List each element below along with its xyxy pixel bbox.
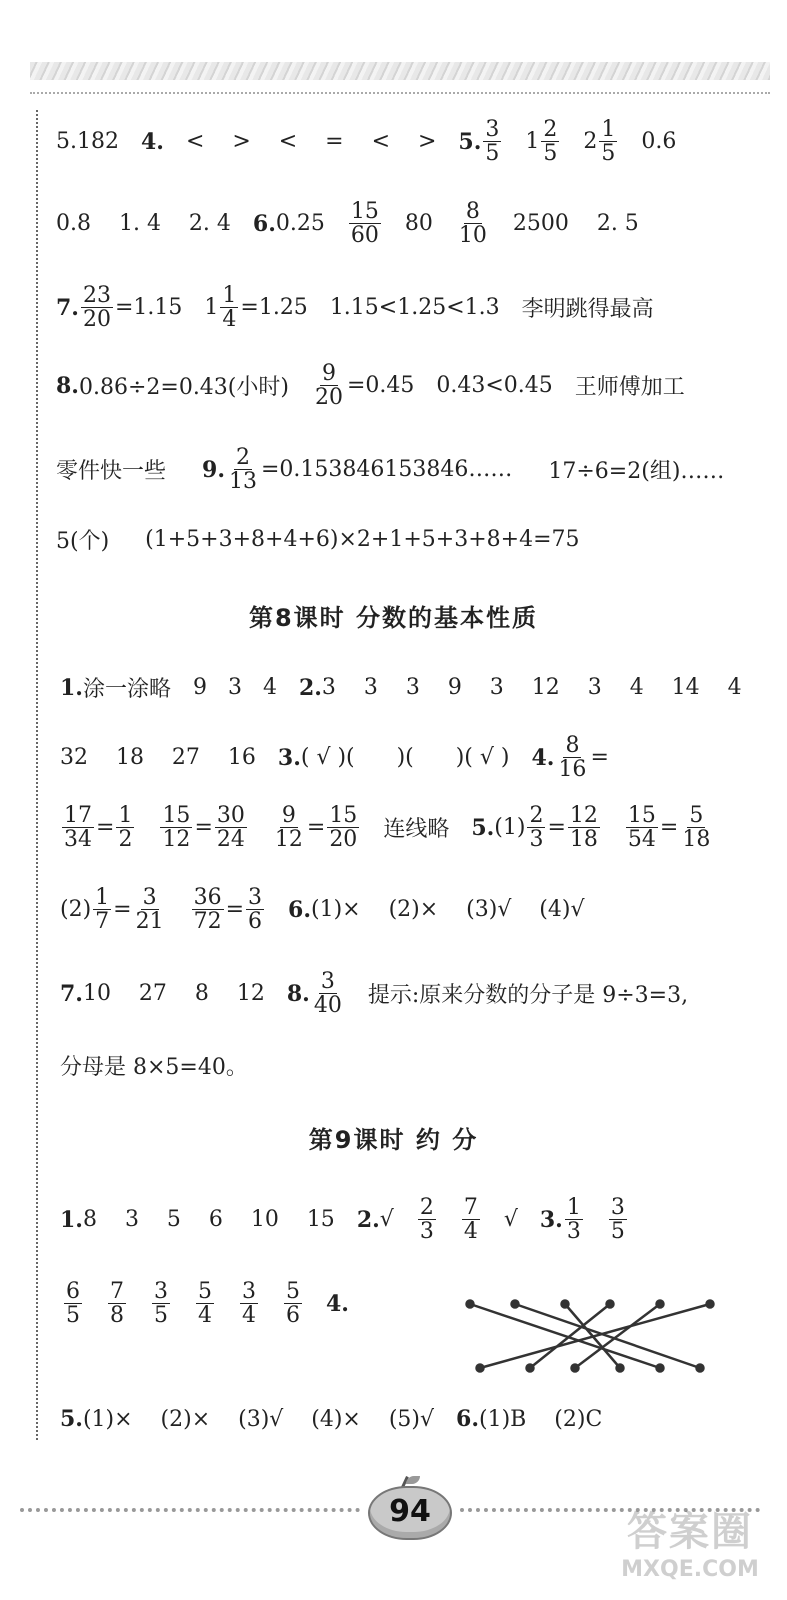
sub-question-number: (1) — [494, 815, 526, 841]
fraction: $\frac{15}{60}$ — [350, 199, 379, 249]
question-number: 3. — [539, 1206, 563, 1233]
answer-text: (1)× (2)× (3)√ (4)√ — [311, 897, 585, 923]
question-number: 6. — [252, 210, 276, 237]
fraction: $\frac{15}{12}$ — [162, 803, 191, 853]
answer-text: 8 3 5 6 10 15 — [82, 1207, 335, 1233]
fraction: $\frac{5}{4}$ — [198, 1279, 212, 1329]
answer-line — [56, 118, 676, 165]
fraction: $\frac{2}{3}$ — [529, 803, 544, 853]
check-mark: √ — [503, 1207, 518, 1233]
answer-text: 王师傅加工 — [574, 375, 685, 401]
left-margin-rule — [36, 110, 38, 1440]
mixed-whole: 2 — [583, 129, 598, 155]
fraction: $\frac{5}{6}$ — [286, 1279, 300, 1329]
answer-line — [60, 734, 609, 781]
top-decorative-band — [30, 62, 770, 80]
answer-line — [60, 672, 742, 703]
fraction: $\frac{2}{3}$ — [419, 1195, 434, 1245]
watermark-logo: 答案圈 MXQE.COM — [621, 1509, 759, 1582]
equals-sign: = — [590, 745, 609, 771]
answer-text: 3 3 3 9 3 12 3 4 14 4 — [321, 675, 742, 700]
fraction: $\frac{15}{20}$ — [329, 803, 358, 853]
matching-diagram — [460, 1296, 730, 1376]
page-number: 94 — [389, 1494, 431, 1529]
fraction: $\frac{1}{3}$ — [566, 1195, 581, 1245]
answer-text: 1.15<1.25<1.3 — [329, 295, 500, 321]
fraction: $\frac{1}{5}$ — [601, 117, 616, 167]
answer-line — [60, 970, 688, 1017]
fraction: $\frac{8}{16}$ — [558, 733, 587, 783]
answer-text: 涂一涂略 — [82, 677, 171, 702]
answer-text: 17÷6=2(组)…… — [548, 459, 725, 485]
answer-text: 32 18 27 16 — [60, 745, 256, 771]
answer-text: 提示:原来分数的分子是 9÷3=3, — [367, 983, 689, 1009]
answer-text: 李明跳得最高 — [521, 297, 654, 323]
answer-text: (1)B (2)C — [478, 1406, 603, 1432]
answer-text: 5(个) — [56, 529, 110, 554]
fraction: $\frac{8}{10}$ — [458, 199, 487, 249]
fraction: $\frac{3}{5}$ — [485, 117, 500, 167]
fraction: $\frac{7}{8}$ — [110, 1279, 124, 1329]
answer-text: ( √ )( )( )( √ ) — [300, 745, 510, 771]
answer-text: 0.25 — [275, 211, 325, 237]
mixed-whole: 1 — [204, 295, 219, 321]
answer-line — [56, 362, 685, 409]
answer-text: 2500 2. 5 — [512, 211, 639, 237]
answer-line: (2) $\frac{1}{7}$ = $\frac{3}{21}$ $\frac{36}{72}$ = $\frac{3}{6}$ 6. (1)× (2)× (3)√ (4)√ — [60, 885, 585, 935]
question-number: 1. — [60, 1206, 83, 1233]
answer-text: 0.8 1. 4 2. 4 — [56, 211, 231, 237]
answer-text: 10 27 8 12 — [82, 981, 265, 1007]
answer-line — [56, 200, 639, 247]
question-number: 2. — [356, 1206, 380, 1233]
fraction: $\frac{6}{5}$ — [66, 1279, 80, 1329]
lesson-heading: 第9课时 约 分 — [308, 1126, 479, 1154]
question-number: 9. — [202, 456, 225, 483]
answer-text: 分母是 8×5=40。 — [60, 1055, 248, 1080]
answer-text: (1)× (2)× (3)√ (4)× (5)√ — [82, 1406, 435, 1432]
fraction: $\frac{2}{5}$ — [543, 117, 558, 167]
mixed-whole: 1 — [525, 129, 540, 155]
answer-text: 0.86÷2=0.43(小时) — [78, 375, 289, 401]
answer-line: $\frac{17}{34}$ = $\frac{1}{2}$ $\frac{15}{12}$ = $\frac{30}{24}$ $\frac{9}{12}$ = $\frac{15}{20}$ 连线略 5. (1) $\frac{2}{3}$ = $\frac{12}{18}$ $\frac{15}{54}$ = $\frac{5}{18}$ — [64, 803, 711, 853]
question-number: 8. — [56, 372, 79, 399]
question-number: 3. — [277, 744, 301, 771]
lesson-heading: 第8课时 分数的基本性质 — [248, 604, 539, 632]
fraction: $\frac{3}{6}$ — [248, 885, 263, 935]
fraction: $\frac{2}{13}$ — [228, 445, 257, 495]
question-number: 5. — [471, 814, 495, 841]
fraction: $\frac{3}{40}$ — [313, 969, 342, 1019]
answer-text: 连线略 — [383, 817, 450, 843]
fraction: $\frac{30}{24}$ — [216, 803, 245, 853]
fraction: $\frac{3}{5}$ — [610, 1195, 625, 1245]
answer-line — [60, 1050, 248, 1081]
fraction: $\frac{12}{18}$ — [569, 803, 598, 853]
sub-question-number: (2) — [60, 897, 92, 923]
fraction: $\frac{1}{2}$ — [118, 803, 133, 853]
footer-dots-left — [20, 1508, 360, 1512]
fraction: $\frac{3}{4}$ — [242, 1279, 256, 1329]
answer-text: =0.153846153846…… — [260, 457, 513, 483]
answer-text: 9 3 4 — [192, 675, 277, 700]
answer-text: 0.6 — [641, 129, 677, 155]
question-number: 5. — [458, 128, 482, 155]
question-number: 1. — [60, 674, 83, 701]
apple-page-badge — [368, 1486, 452, 1540]
answer-text: (1+5+3+8+4+6)×2+1+5+3+8+4=75 — [145, 527, 580, 552]
fraction: $\frac{5}{18}$ — [682, 803, 711, 853]
answer-text: =1.25 — [240, 295, 308, 321]
answer-line — [62, 1280, 349, 1327]
question-number: 6. — [456, 1406, 479, 1432]
question-number: 7. — [56, 294, 79, 321]
fraction: $\frac{17}{34}$ — [64, 803, 92, 853]
answer-line — [56, 284, 654, 331]
fraction: $\frac{3}{21}$ — [135, 885, 164, 935]
top-dotted-rule — [30, 92, 770, 94]
answer-line — [56, 446, 724, 493]
check-mark: √ — [379, 1207, 394, 1233]
fraction: $\frac{9}{20}$ — [314, 361, 343, 411]
question-number: 4. — [140, 128, 164, 155]
fraction: $\frac{7}{4}$ — [463, 1195, 478, 1245]
answer-text: =1.15 — [114, 295, 183, 321]
answer-line — [60, 1196, 629, 1243]
question-number: 5. — [60, 1406, 83, 1432]
answer-text: 0.43<0.45 — [436, 373, 553, 399]
question-number: 6. — [288, 896, 312, 923]
question-number: 2. — [298, 674, 322, 701]
answer-text: 80 — [404, 211, 433, 237]
question-number: 4. — [531, 744, 555, 771]
fraction: $\frac{1}{4}$ — [222, 283, 237, 333]
question-number: 7. — [60, 980, 83, 1007]
apple-leaf-icon — [406, 1476, 420, 1484]
answer-line — [56, 524, 580, 555]
answer-text: =0.45 — [346, 373, 415, 399]
answer-text: 零件快一些 — [56, 459, 167, 485]
fraction: $\frac{15}{54}$ — [627, 803, 656, 853]
question-number: 8. — [286, 980, 310, 1007]
answer-text: < > < = < > — [185, 129, 437, 155]
answer-text: 5.182 — [56, 129, 119, 155]
answer-line — [60, 1406, 602, 1432]
fraction: $\frac{1}{7}$ — [95, 885, 110, 935]
fraction: $\frac{23}{20}$ — [82, 283, 111, 333]
fraction: $\frac{9}{12}$ — [274, 803, 303, 853]
question-number: 4. — [326, 1290, 349, 1317]
fraction: $\frac{3}{5}$ — [154, 1279, 168, 1329]
fraction: $\frac{36}{72}$ — [193, 885, 222, 935]
